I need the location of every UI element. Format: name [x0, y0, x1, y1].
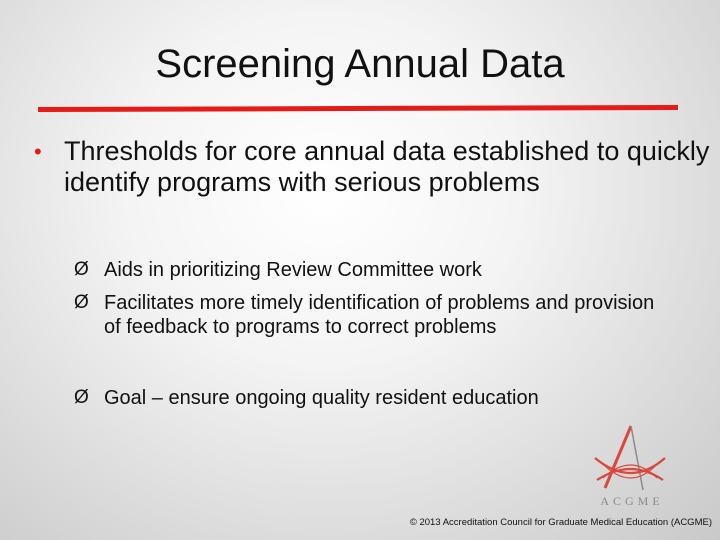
sub-bullet: [74, 386, 674, 410]
arrow-bullet-icon: Ø: [74, 259, 89, 280]
logo-text: ACGME: [600, 494, 664, 508]
sub-bullet-text: Goal – ensure ongoing quality resident education: [104, 387, 539, 409]
sub-bullet-text: Aids in prioritizing Review Committee work: [104, 259, 482, 281]
sub-bullet: [74, 258, 674, 282]
sub-bullet-text: Facilitates more timely identification of problems and provision of feedback to programs to correct problems: [104, 292, 655, 338]
arrow-bullet-icon: Ø: [74, 292, 89, 313]
title-underline: [38, 105, 678, 112]
main-bullet-text: Thresholds for core annual data established to quickly identify programs with serious problems: [64, 136, 710, 197]
arrow-bullet-icon: Ø: [74, 387, 89, 408]
main-bullet: [30, 136, 710, 198]
bullet-dot-icon: •: [34, 139, 42, 164]
sub-bullet: [74, 291, 674, 339]
copyright-footer: © 2013 Accreditation Council for Graduate Medical Education (ACGME): [409, 517, 712, 528]
slide-title: Screening Annual Data: [155, 42, 565, 86]
